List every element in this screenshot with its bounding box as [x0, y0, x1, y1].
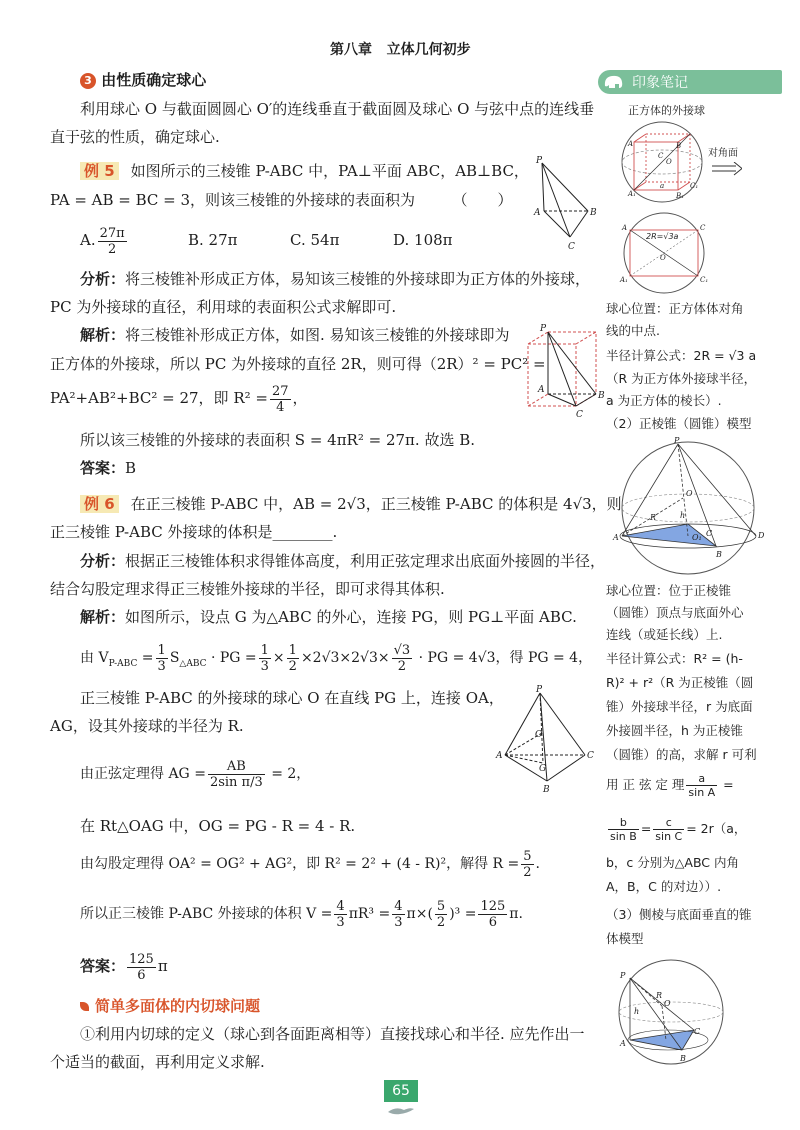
section3-heading — [80, 70, 206, 90]
ex6-fin-a: 所以正三棱锥 P-ABC 外接球的体积 V = — [80, 906, 333, 922]
perpendicular-pyramid-figure — [606, 956, 736, 1068]
ex6-fin-c: π× — [406, 906, 428, 922]
ex6-answer-den: 6 — [137, 967, 146, 983]
sidebar-sine-a-fraction — [686, 772, 717, 799]
ex5-option-a-fraction — [98, 226, 127, 257]
ex6-final-volume: 所以正三棱锥 P-ABC 外接球的体积 V = $\frac{4}{3}$ πR³ = $\frac{4}{3}$ π×( $\frac{5}{2}$ )³ = $\frac{125}{6}$ π. — [80, 898, 523, 930]
cube-in-sphere-figure — [614, 118, 714, 206]
svg-text:B: B — [590, 208, 597, 218]
svg-text:A: A — [496, 751, 503, 761]
svg-text:a: a — [660, 182, 665, 190]
diagonal-plane-figure — [614, 208, 714, 298]
ex6-pyramid-figure — [495, 685, 595, 795]
sidebar-model2: （2）正棱锥（圆锥）模型 — [606, 416, 752, 431]
svg-text:C: C — [568, 242, 575, 252]
sidebar-model3a: （3）侧棱与底面垂直的锥 — [606, 907, 752, 922]
ex6-fin-frac4-den: 6 — [488, 914, 498, 930]
svg-text:C₁: C₁ — [700, 276, 709, 284]
section3-title: 由性质确定球心 — [101, 71, 207, 89]
sidebar-m2r6 — [606, 768, 734, 802]
ex6-analysis1: 根据正三棱锥体积求得锥体高度，利用正弦定理求出底面外接圆的半径， — [125, 552, 606, 570]
ex5-option-c: C. 54π — [290, 231, 340, 249]
ex6-py-den: 2 — [523, 864, 532, 880]
ex6-vol-f: ×2√3×2√3× — [300, 650, 390, 666]
ex5-sol3b: ， — [292, 389, 308, 407]
ex6-fin-frac1-num: 4 — [336, 898, 345, 914]
sidebar-m2c1: 球心位置：位于正棱锥 — [606, 583, 732, 598]
svg-text:C: C — [694, 1027, 701, 1036]
ex6-fin-frac1-den: 3 — [336, 914, 345, 930]
ex6-vol-frac3 — [287, 643, 299, 674]
arrow-right-icon — [712, 162, 742, 176]
svg-text:B: B — [598, 391, 605, 401]
ex5-question-line1 — [80, 161, 529, 181]
svg-text:O: O — [660, 254, 666, 262]
ex6-fin-frac4-num: 125 — [480, 898, 506, 914]
ex6-vol-g: · PG = 4√3，得 PG = 4， — [414, 650, 593, 666]
svg-text:G: G — [539, 764, 547, 774]
sidebar-m2r7b: = 2r（a， — [686, 821, 747, 836]
inscribed-line2: 个适当的截面，再利用定义求解. — [50, 1053, 265, 1071]
svg-text:B: B — [716, 550, 722, 559]
ex6-vol-c: S — [169, 650, 180, 666]
sidebar-m2r7-eq: = — [640, 821, 652, 836]
svg-text:O: O — [535, 730, 543, 740]
ex6-fin-frac3 — [435, 899, 447, 930]
ex6-analysis2: 结合勾股定理求得正三棱锥外接球的半径，即可求得其体积. — [50, 580, 445, 598]
sidebar-m2r4: 外接圆半径，h 为正棱锥 — [606, 723, 743, 738]
sidebar-m2r3: 锥）外接球半径，r 为底面 — [606, 699, 753, 714]
bird-ornament-icon — [386, 1104, 416, 1116]
ex6-analysis-label: 分析： — [80, 552, 126, 570]
ex6-vol-frac4-num: √3 — [393, 642, 411, 658]
svg-text:D: D — [758, 531, 765, 540]
ex5-solution-label: 解析： — [80, 326, 126, 344]
sidebar-sine-b-fraction — [608, 816, 639, 843]
ex6-fin-d: ³ = — [454, 906, 477, 922]
svg-text:P: P — [540, 324, 547, 334]
ex6-sine-den: 2sin π/3 — [209, 774, 263, 790]
ex6-sol3: 正三棱锥 P-ABC 的外接球的球心 O 在直线 PG 上，连接 OA， — [80, 689, 504, 707]
svg-text:A: A — [534, 208, 541, 218]
chapter-title: 立体几何初步 — [386, 42, 471, 58]
svg-text:B: B — [676, 142, 682, 150]
svg-text:P: P — [674, 436, 680, 445]
svg-text:C: C — [658, 152, 664, 160]
svg-text:R: R — [650, 513, 657, 522]
ex6-py-a: 由勾股定理得 OA² = OG² + AG²，即 R² = 2² + (4 - R)²，解得 R = — [80, 856, 520, 872]
ex6-vol-d: · PG = — [206, 650, 257, 666]
svg-text:R: R — [656, 991, 663, 1000]
sidebar-m2r6a: 用 正 弦 定 理 — [606, 777, 685, 792]
svg-text:A: A — [628, 140, 634, 148]
ex6-sine-fraction — [208, 759, 265, 790]
inscribed-title: 简单多面体的内切球问题 — [95, 997, 261, 1015]
svg-text:P: P — [620, 971, 626, 980]
ex6-volume-equation — [80, 640, 592, 682]
ex6-answer-fraction — [127, 952, 156, 983]
ex6-py-fraction — [521, 849, 533, 880]
inscribed-line1: ①利用内切球的定义（球心到各面距离相等）直接找球心和半径. 应先作出一 — [80, 1025, 585, 1043]
sidebar-sine-b-num: b — [608, 816, 639, 830]
section3-line1: 利用球心 O 与截面圆圆心 O′的连线垂直于截面圆及球心 O 与弦中点的连线垂 — [80, 100, 595, 118]
ex5-sol4: 所以该三棱锥的外接球的表面积 S = 4πR² = 27π. 故选 B. — [80, 431, 476, 449]
section3-line2: 直于弦的性质，确定球心. — [50, 128, 220, 146]
ex5-sol3-fraction — [270, 384, 291, 415]
ex5-analysis2: PC 为外接球的直径，利用球的表面积公式求解即可. — [50, 298, 397, 316]
sidebar-sine-c-fraction — [653, 816, 684, 843]
sidebar-sine-b-den: sin B — [610, 830, 637, 843]
ex6-question-line1 — [80, 494, 622, 514]
svg-text:h: h — [680, 511, 686, 520]
ex6-py-b: . — [535, 856, 540, 872]
ex5-sol3-num: 27 — [271, 383, 289, 399]
ex5-tetrahedron-figure — [530, 155, 605, 255]
ex5-option-d: D. 108π — [393, 231, 453, 249]
ex5-sol2: 正方体的外接球，所以 PC 为外接球的直径 2R，则可得（2R）² = PC² = — [50, 355, 546, 373]
svg-text:C: C — [587, 751, 594, 761]
svg-text:O: O — [666, 158, 672, 166]
ex6-sol4: AG，设其外接球的半径为 R. — [50, 717, 244, 735]
ex5-analysis1: 将三棱锥补形成正方体，易知该三棱锥的外接球即为正方体的外接球， — [125, 270, 591, 288]
svg-text:A: A — [613, 533, 619, 542]
svg-text:O: O — [664, 999, 671, 1008]
svg-text:B: B — [680, 1054, 686, 1063]
ex6-fin-frac1 — [334, 899, 346, 930]
sidebar-m2r1: 半径计算公式：R² = (h- — [606, 651, 743, 666]
sidebar-cube-caption: 正方体的外接球 — [628, 104, 705, 117]
ex5-solution-line1 — [80, 325, 510, 345]
svg-text:A: A — [622, 224, 628, 232]
ex6-vol-frac2 — [259, 643, 271, 674]
inscribed-heading — [80, 996, 260, 1016]
ex6-fin-frac3-den: 2 — [436, 914, 446, 930]
ex5-analysis-label: 分析： — [80, 270, 126, 288]
svg-text:h: h — [634, 1007, 640, 1016]
svg-text:C: C — [576, 410, 583, 420]
ex6-vol-frac2-num: 1 — [260, 642, 269, 658]
section3-number-badge: 3 — [80, 73, 96, 89]
svg-text:A: A — [538, 385, 545, 395]
svg-text:O₁: O₁ — [692, 533, 702, 542]
ex6-vol-frac4 — [392, 643, 413, 674]
ex6-sine-a: 由正弦定理得 AG = — [80, 766, 206, 782]
ex6-py-num: 5 — [523, 848, 532, 864]
ex6-vol-a: 由 V — [80, 650, 109, 666]
ex6-vol-frac3-den: 2 — [288, 658, 297, 674]
ex5-option-b: B. 27π — [188, 231, 238, 249]
chapter-header — [330, 40, 471, 60]
sidebar-m2r6b: = — [719, 777, 734, 792]
ex6-sine-equation — [80, 752, 310, 796]
ex6-q1: 在正三棱锥 P-ABC 中，AB = 2√3，正三棱锥 P-ABC 的体积是 4√3，则 — [130, 495, 622, 513]
ex6-solution-line1 — [80, 607, 577, 627]
ex5-tag: 例 5 — [80, 162, 119, 180]
ex5-options — [80, 222, 129, 258]
ex6-fin-frac2-den: 3 — [394, 914, 403, 930]
ex6-answer-num: 125 — [129, 951, 154, 967]
ex6-q2: 正三棱锥 P-ABC 外接球的体积是________. — [50, 523, 338, 541]
ex6-fin-frac3-num: 5 — [436, 898, 446, 914]
svg-text:A₁: A₁ — [628, 190, 636, 198]
diagonal-plane-label: 对角面 — [708, 148, 738, 159]
sidebar-m2r5: （圆锥）的高，求解 r 可利 — [606, 747, 757, 762]
ex5-answer — [80, 458, 136, 478]
svg-text:P: P — [536, 685, 543, 695]
svg-text:B: B — [543, 785, 550, 795]
ex6-vol-b: = — [137, 650, 154, 666]
ex6-tag: 例 6 — [80, 495, 119, 513]
ex6-pythagoras — [80, 846, 540, 882]
ex6-sine-b: = 2， — [266, 766, 311, 782]
ex5-option-a-num: 27π — [99, 225, 125, 241]
elephant-icon — [602, 72, 626, 92]
sidebar-m2r2: R)² + r²（R 为正棱锥（圆 — [606, 675, 754, 690]
ex5-sol1: 将三棱锥补形成正方体，如图. 易知该三棱锥的外接球即为 — [125, 326, 510, 344]
ex6-fin-frac2 — [392, 899, 404, 930]
sidebar-m2c3: 连线（或延长线）上. — [606, 627, 723, 642]
ex5-q2: PA = AB = BC = 3，则该三棱锥的外接球的表面积为 （ ） — [50, 191, 513, 209]
ex5-analysis-line1 — [80, 269, 590, 289]
ex6-vol-frac3-num: 1 — [288, 642, 297, 658]
ex5-sol3-den: 4 — [276, 399, 285, 415]
svg-text:C: C — [706, 529, 713, 538]
ex6-vol-frac1-den: 3 — [157, 658, 166, 674]
ex6-answer-pi: π — [157, 957, 168, 975]
ex5-answer-label: 答案： — [80, 459, 126, 477]
sidebar-m2r8: b，c 分别为△ABC 内角 — [606, 855, 740, 870]
ex6-fin-e: π. — [509, 906, 523, 922]
ex6-rt-line: 在 Rt△OAG 中，OG = PG - R = 4 - R. — [80, 817, 356, 835]
ex6-vol-sub2: △ABC — [179, 658, 207, 669]
ex5-q1: 如图所示的三棱锥 P-ABC 中，PA⊥平面 ABC，AB⊥BC， — [130, 162, 529, 180]
sidebar-radius3: a 为正方体的棱长）. — [606, 393, 722, 408]
sidebar-m2r9: A，B，C 的对边））. — [606, 879, 722, 894]
ex6-solution-label: 解析： — [80, 608, 126, 626]
sidebar-sine-c-num: c — [653, 816, 684, 830]
ex6-sol1: 如图所示，设点 G 为△ABC 的外心，连接 PG，则 PG⊥平面 ABC. — [125, 608, 577, 626]
ex6-vol-e: × — [272, 650, 285, 666]
ex6-vol-sub: P-ABC — [108, 658, 138, 669]
ex6-answer — [80, 948, 168, 984]
sidebar-m2c2: （圆锥）顶点与底面外心 — [606, 605, 744, 620]
svg-text:C: C — [700, 224, 706, 232]
sidebar-center2: 线的中点. — [606, 323, 660, 338]
ex5-sol3 — [50, 380, 308, 416]
ex6-sine-num: AB — [208, 759, 265, 775]
ex5-sol3a: PA²+AB²+BC² = 27，即 R² = — [50, 389, 268, 407]
sidebar-sine-c-den: sin C — [655, 830, 683, 843]
chapter-number: 第八章 — [330, 42, 372, 58]
ex6-vol-frac2-den: 3 — [260, 658, 269, 674]
sidebar-model3b: 体模型 — [606, 931, 644, 946]
ex5-cube-figure — [520, 322, 610, 422]
page-number: 65 — [384, 1080, 418, 1102]
sidebar-sine-a-den: sin A — [688, 786, 716, 799]
cube-formula-label: 2R=√3a — [646, 232, 679, 241]
svg-text:C₁: C₁ — [690, 182, 699, 190]
svg-text:A: A — [620, 1039, 626, 1048]
sidebar-radius2: （R 为正方体外接球半径， — [606, 371, 757, 386]
ex6-fin-frac2-num: 4 — [394, 898, 403, 914]
ex5-option-a-label: A. — [80, 231, 96, 249]
sidebar-sine-a-num: a — [686, 772, 717, 786]
ex6-analysis-line1 — [80, 551, 605, 571]
sidebar-radius1: 半径计算公式：2R = √3 a — [606, 348, 757, 363]
leaf-bullet-icon — [80, 1002, 89, 1011]
ex5-option-a-den: 2 — [108, 241, 117, 257]
ex6-vol-frac1-num: 1 — [157, 642, 166, 658]
sidebar-header — [598, 70, 782, 94]
ex6-vol-frac4-den: 2 — [397, 658, 407, 674]
sidebar-title: 印象笔记 — [632, 75, 688, 91]
svg-text:B₁: B₁ — [676, 192, 684, 200]
svg-text:P: P — [536, 156, 543, 166]
ex6-vol-frac1 — [156, 643, 168, 674]
sidebar-m2r7 — [606, 812, 746, 846]
pyramid-in-sphere-figure — [608, 436, 774, 576]
ex5-answer-value: B — [125, 459, 137, 477]
ex6-fin-frac4 — [478, 899, 507, 930]
svg-text:A₁: A₁ — [620, 276, 628, 284]
ex6-answer-label: 答案： — [80, 957, 126, 975]
svg-text:O: O — [686, 489, 693, 498]
ex6-fin-b: πR³ = — [348, 906, 391, 922]
sidebar-center1: 球心位置：正方体体对角 — [606, 301, 744, 316]
